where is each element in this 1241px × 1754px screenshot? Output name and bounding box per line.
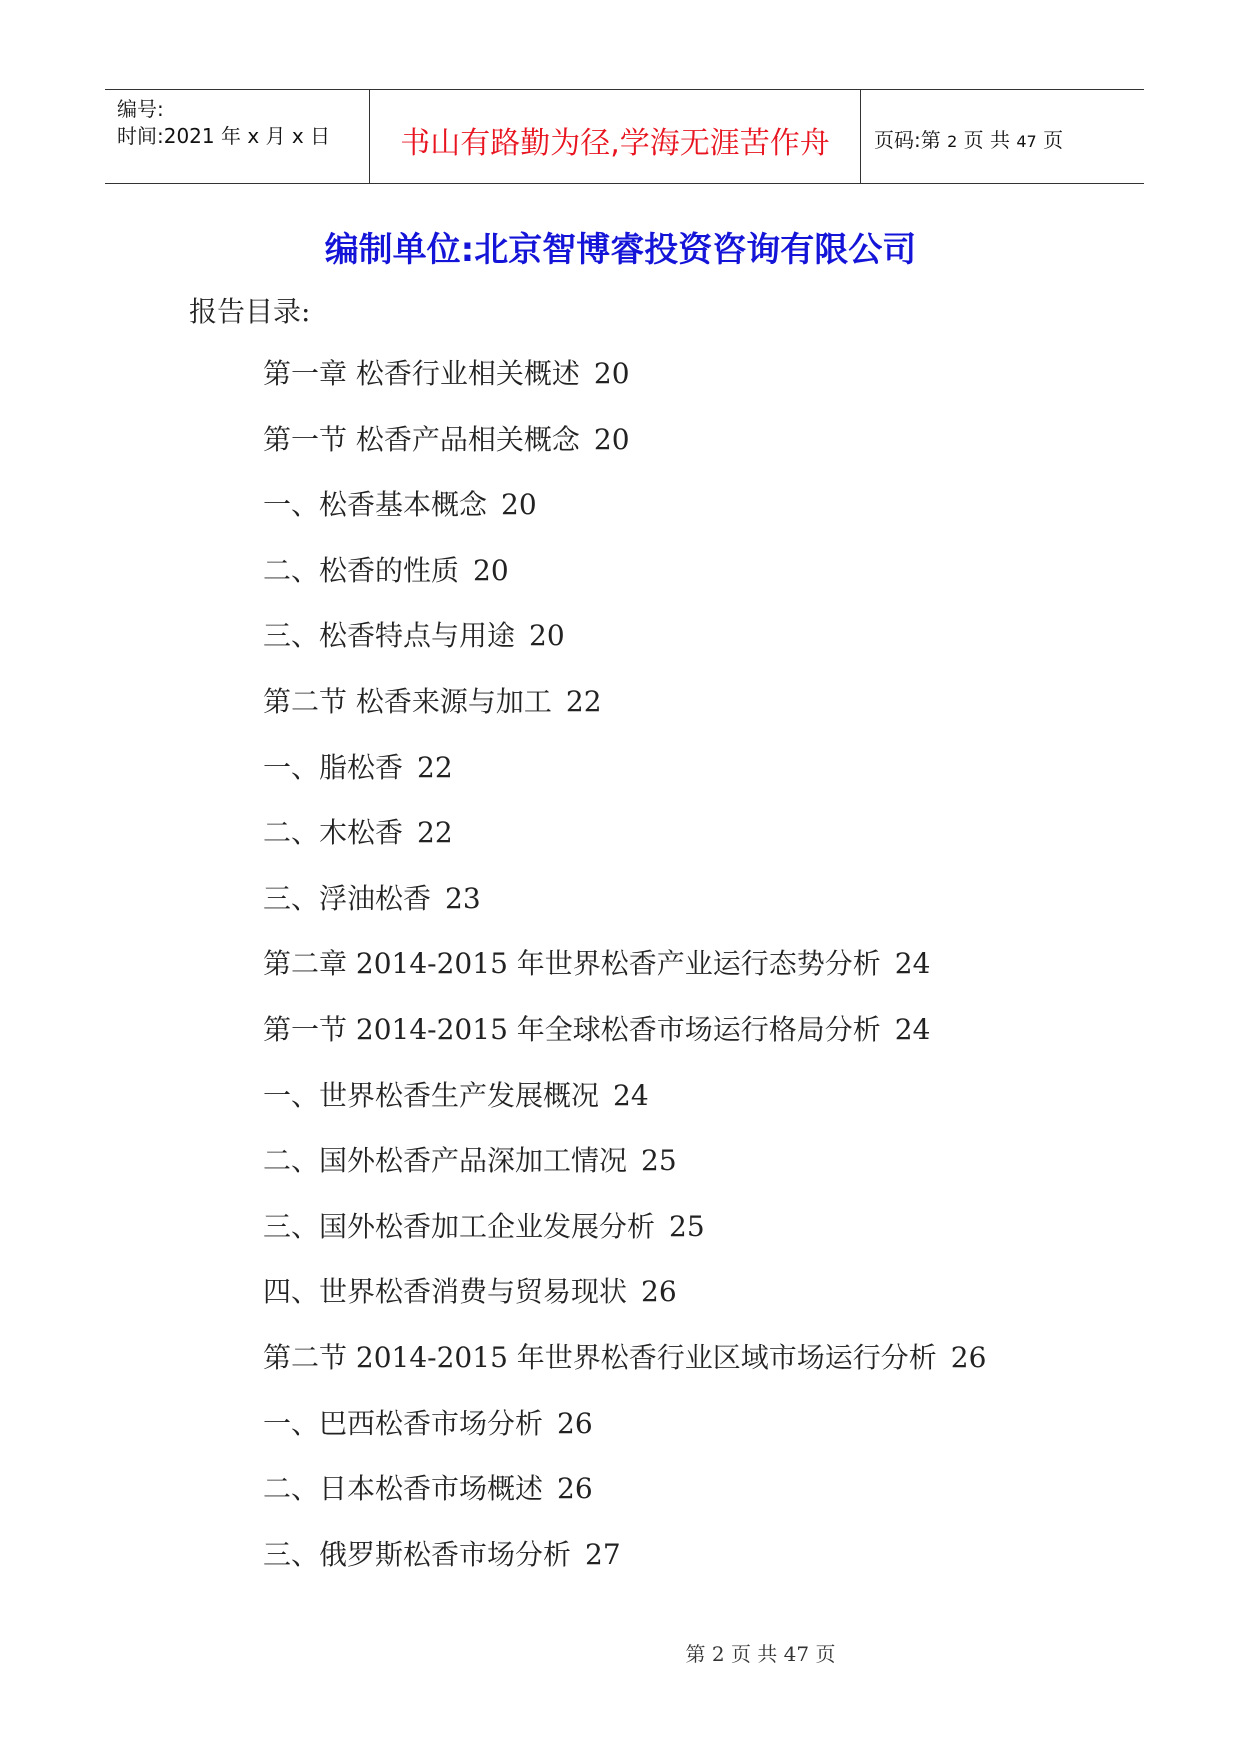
header-number-label: 编号:	[117, 97, 164, 121]
toc-item[interactable]	[263, 1273, 986, 1339]
toc-item-page: 22	[417, 816, 453, 850]
header-divider-right	[860, 89, 861, 183]
toc-item-page: 26	[950, 1340, 987, 1374]
toc-item[interactable]	[263, 552, 986, 618]
toc-item[interactable]	[263, 683, 986, 749]
header-motto: 书山有路勤为径,学海无涯苦作舟	[400, 126, 830, 161]
toc-item-title: 三、国外松香加工企业发展分析	[263, 1209, 656, 1243]
toc-item-title: 三、松香特点与用途	[263, 619, 516, 653]
toc-item[interactable]	[263, 617, 986, 683]
toc-item-page: 20	[473, 553, 509, 587]
toc-item-title: 四、世界松香消费与贸易现状	[263, 1275, 628, 1309]
footer-page-info: 第 2 页 共 47 页	[685, 1642, 836, 1666]
toc-item[interactable]	[263, 1011, 986, 1077]
header-top-rule	[105, 89, 1144, 90]
header-page-total: 47	[1016, 132, 1037, 151]
toc-item[interactable]	[263, 355, 986, 421]
toc-item[interactable]	[263, 421, 986, 487]
toc-item-page: 26	[641, 1275, 677, 1309]
toc-item[interactable]	[263, 1208, 986, 1274]
toc-item-page: 20	[529, 619, 565, 653]
toc-item-title: 第一章 松香行业相关概述	[263, 357, 580, 390]
toc-item-page: 20	[593, 357, 630, 390]
header-page-number: 2	[947, 132, 958, 151]
toc-item-page: 24	[613, 1078, 649, 1112]
toc-item-page: 23	[445, 881, 481, 915]
toc-item-page: 20	[593, 422, 630, 456]
org-title: 编制单位:北京智博睿投资咨询有限公司	[324, 230, 917, 270]
toc-item-title: 一、巴西松香市场分析	[263, 1406, 544, 1440]
toc-item-page: 24	[894, 1012, 931, 1046]
toc-item-title: 一、松香基本概念	[263, 488, 488, 522]
toc-item-title: 第一节 松香产品相关概念	[263, 422, 580, 456]
toc-item-page: 27	[585, 1537, 621, 1571]
toc-list	[263, 355, 986, 1601]
toc-item-title: 第二节 2014-2015 年世界松香行业区域市场运行分析	[263, 1340, 937, 1374]
toc-item-title: 一、世界松香生产发展概况	[263, 1078, 600, 1112]
toc-item-page: 22	[565, 684, 602, 718]
header-time-label: 时间:2021 年 x 月 x 日	[117, 124, 331, 148]
toc-item-title: 一、脂松香	[263, 750, 404, 784]
toc-item[interactable]	[263, 1536, 986, 1602]
toc-item[interactable]	[263, 880, 986, 946]
toc-item-page: 20	[501, 488, 537, 522]
toc-item-title: 二、国外松香产品深加工情况	[263, 1144, 628, 1178]
toc-item[interactable]	[263, 814, 986, 880]
toc-item[interactable]	[263, 749, 986, 815]
toc-item-title: 第二章 2014-2015 年世界松香产业运行态势分析	[263, 947, 881, 981]
page-footer	[0, 1638, 1241, 1667]
toc-item[interactable]	[263, 1405, 986, 1471]
toc-item-page: 25	[641, 1144, 677, 1178]
toc-item-page: 26	[557, 1472, 593, 1506]
toc-item-page: 26	[557, 1406, 593, 1440]
header-page-prefix: 页码:第	[874, 128, 941, 152]
toc-item[interactable]	[263, 1470, 986, 1536]
header-page-suffix: 页	[1043, 128, 1064, 152]
toc-heading: 报告目录:	[189, 295, 311, 328]
toc-item-title: 三、俄罗斯松香市场分析	[263, 1537, 572, 1571]
toc-item-page: 24	[894, 947, 931, 981]
toc-item-title: 第二节 松香来源与加工	[263, 684, 552, 718]
header-page-mid: 页 共	[963, 128, 1011, 152]
toc-item[interactable]	[263, 486, 986, 552]
header-bottom-rule	[105, 183, 1144, 184]
toc-item-page: 25	[669, 1209, 705, 1243]
toc-item-title: 二、日本松香市场概述	[263, 1472, 544, 1506]
toc-item-title: 二、木松香	[263, 816, 404, 850]
toc-item[interactable]	[263, 1077, 986, 1143]
toc-item[interactable]	[263, 1339, 986, 1405]
toc-item-title: 三、浮油松香	[263, 881, 432, 915]
toc-item-title: 二、松香的性质	[263, 553, 460, 587]
toc-item-title: 第一节 2014-2015 年全球松香市场运行格局分析	[263, 1012, 881, 1046]
toc-item[interactable]	[263, 1142, 986, 1208]
toc-item[interactable]	[263, 945, 986, 1011]
toc-item-page: 22	[417, 750, 453, 784]
header-page-info	[874, 124, 1063, 153]
